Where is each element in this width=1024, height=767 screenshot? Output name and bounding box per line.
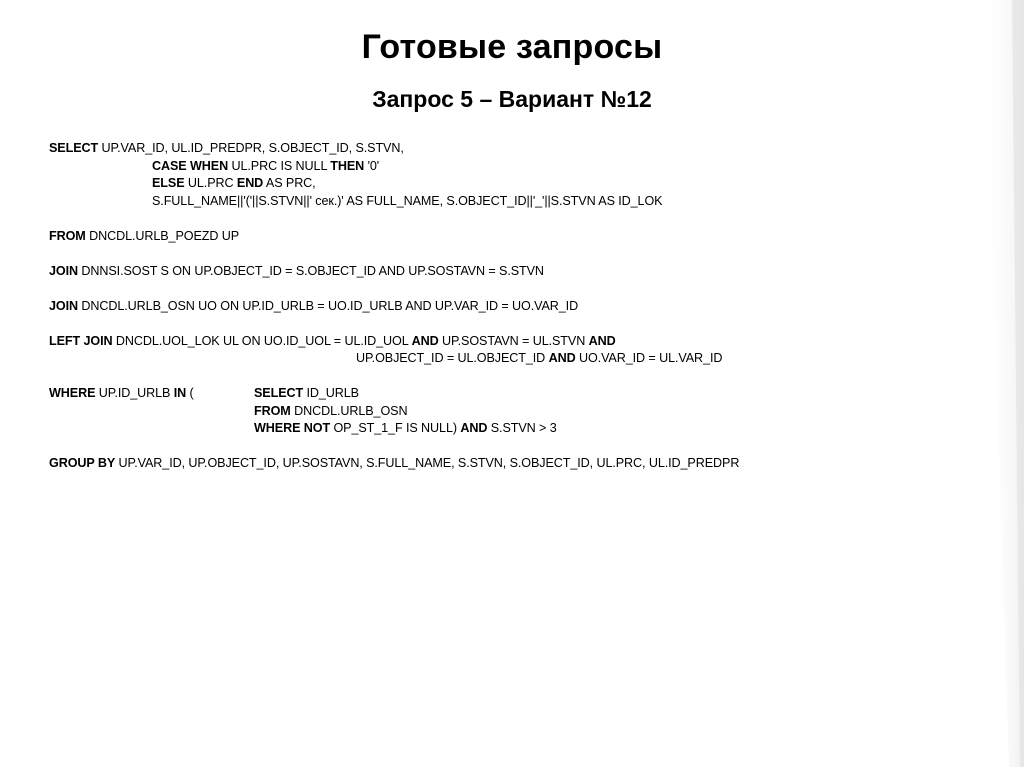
sql-text: DNCDL.URLB_OSN: [290, 403, 408, 418]
sql-left-join-continuation: [49, 350, 949, 368]
sql-text: ID_URLB: [303, 386, 359, 400]
sql-keyword: END: [236, 176, 264, 190]
sql-left-join-line: [49, 333, 949, 351]
sql-text: '0': [364, 158, 380, 173]
sql-keyword: SELECT: [254, 386, 304, 400]
sql-keyword: WHERE NOT: [254, 421, 331, 435]
sql-text: UL.PRC: [184, 176, 237, 190]
sql-join-sost-line: [49, 263, 949, 281]
sql-subquery-from-line: [49, 403, 949, 421]
sql-case-line: [49, 158, 949, 176]
sql-blank-line: [49, 245, 949, 263]
sql-text: AS PRC,: [263, 176, 316, 190]
sql-text: OP_ST_1_F IS NULL): [330, 421, 461, 435]
sql-join-urlb-osn-line: [49, 298, 949, 316]
sql-text: S.FULL_NAME||'('||S.STVN||' сек.)' AS FULL_NAME, S.OBJECT_ID||'_'||S.STVN AS ID_LOK: [152, 193, 663, 208]
sql-fullname-line: [49, 193, 949, 211]
sql-text: UO.VAR_ID = UL.VAR_ID: [575, 351, 723, 365]
sql-keyword: LEFT JOIN: [49, 333, 113, 348]
sql-text: DNCDL.URLB_OSN UO ON UP.ID_URLB = UO.ID_URLB AND UP.VAR_ID = UO.VAR_ID: [78, 298, 579, 313]
sql-text: DNNSI.SOST S ON UP.OBJECT_ID = S.OBJECT_ID AND UP.SOSTAVN = S.STVN: [78, 263, 544, 278]
sql-blank-line: [49, 280, 949, 298]
sql-keyword: AND: [588, 333, 616, 348]
sql-query-block: [49, 140, 949, 473]
sql-text: S.STVN > 3: [487, 421, 557, 435]
sql-text: UP.VAR_ID, UP.OBJECT_ID, UP.SOSTAVN, S.FULL_NAME, S.STVN, S.OBJECT_ID, UL.PRC, UL.ID_PREDPR: [115, 456, 740, 470]
sql-keyword: AND: [548, 351, 576, 365]
slide-title: Готовые запросы: [361, 28, 663, 66]
sql-text: UP.OBJECT_ID = UL.OBJECT_ID: [356, 351, 549, 365]
sql-blank-line: [49, 210, 949, 228]
sql-text: (: [186, 386, 194, 400]
sql-keyword: JOIN: [49, 263, 78, 278]
sql-text: DNCDL.URLB_POEZD UP: [85, 228, 240, 243]
sql-text: UL.PRC IS NULL: [228, 158, 331, 173]
sql-where-line: [49, 385, 949, 403]
sql-keyword: GROUP BY: [49, 456, 116, 470]
sql-text: DNCDL.UOL_LOK UL ON UO.ID_UOL = UL.ID_UOL: [112, 333, 412, 348]
sql-keyword: FROM: [254, 403, 291, 418]
sql-blank-line: [49, 438, 949, 456]
sql-keyword: IN: [173, 386, 187, 400]
sql-group-by-line: [49, 455, 949, 473]
sql-keyword: JOIN: [49, 298, 78, 313]
sql-subquery-select: [254, 385, 359, 403]
sql-else-line: [49, 175, 949, 193]
sql-keyword: ELSE: [152, 176, 185, 190]
sql-keyword: SELECT: [49, 141, 99, 155]
sql-keyword: FROM: [49, 228, 86, 243]
sql-subquery-where-line: [49, 420, 949, 438]
sql-keyword: CASE WHEN: [152, 158, 229, 173]
sql-text: UP.VAR_ID, UL.ID_PREDPR, S.OBJECT_ID, S.STVN,: [98, 141, 404, 155]
sql-select-line: [49, 140, 949, 158]
sql-keyword: AND: [411, 333, 439, 348]
sql-keyword: THEN: [330, 158, 365, 173]
slide-subtitle: Запрос 5 – Вариант №12: [372, 86, 652, 112]
sql-keyword: WHERE: [49, 386, 96, 400]
sql-from-line: [49, 228, 949, 246]
sql-text: UP.ID_URLB: [95, 386, 174, 400]
sql-text: UP.SOSTAVN = UL.STVN: [438, 333, 589, 348]
sql-keyword: AND: [460, 421, 488, 435]
sql-blank-line: [49, 368, 949, 386]
sql-blank-line: [49, 315, 949, 333]
